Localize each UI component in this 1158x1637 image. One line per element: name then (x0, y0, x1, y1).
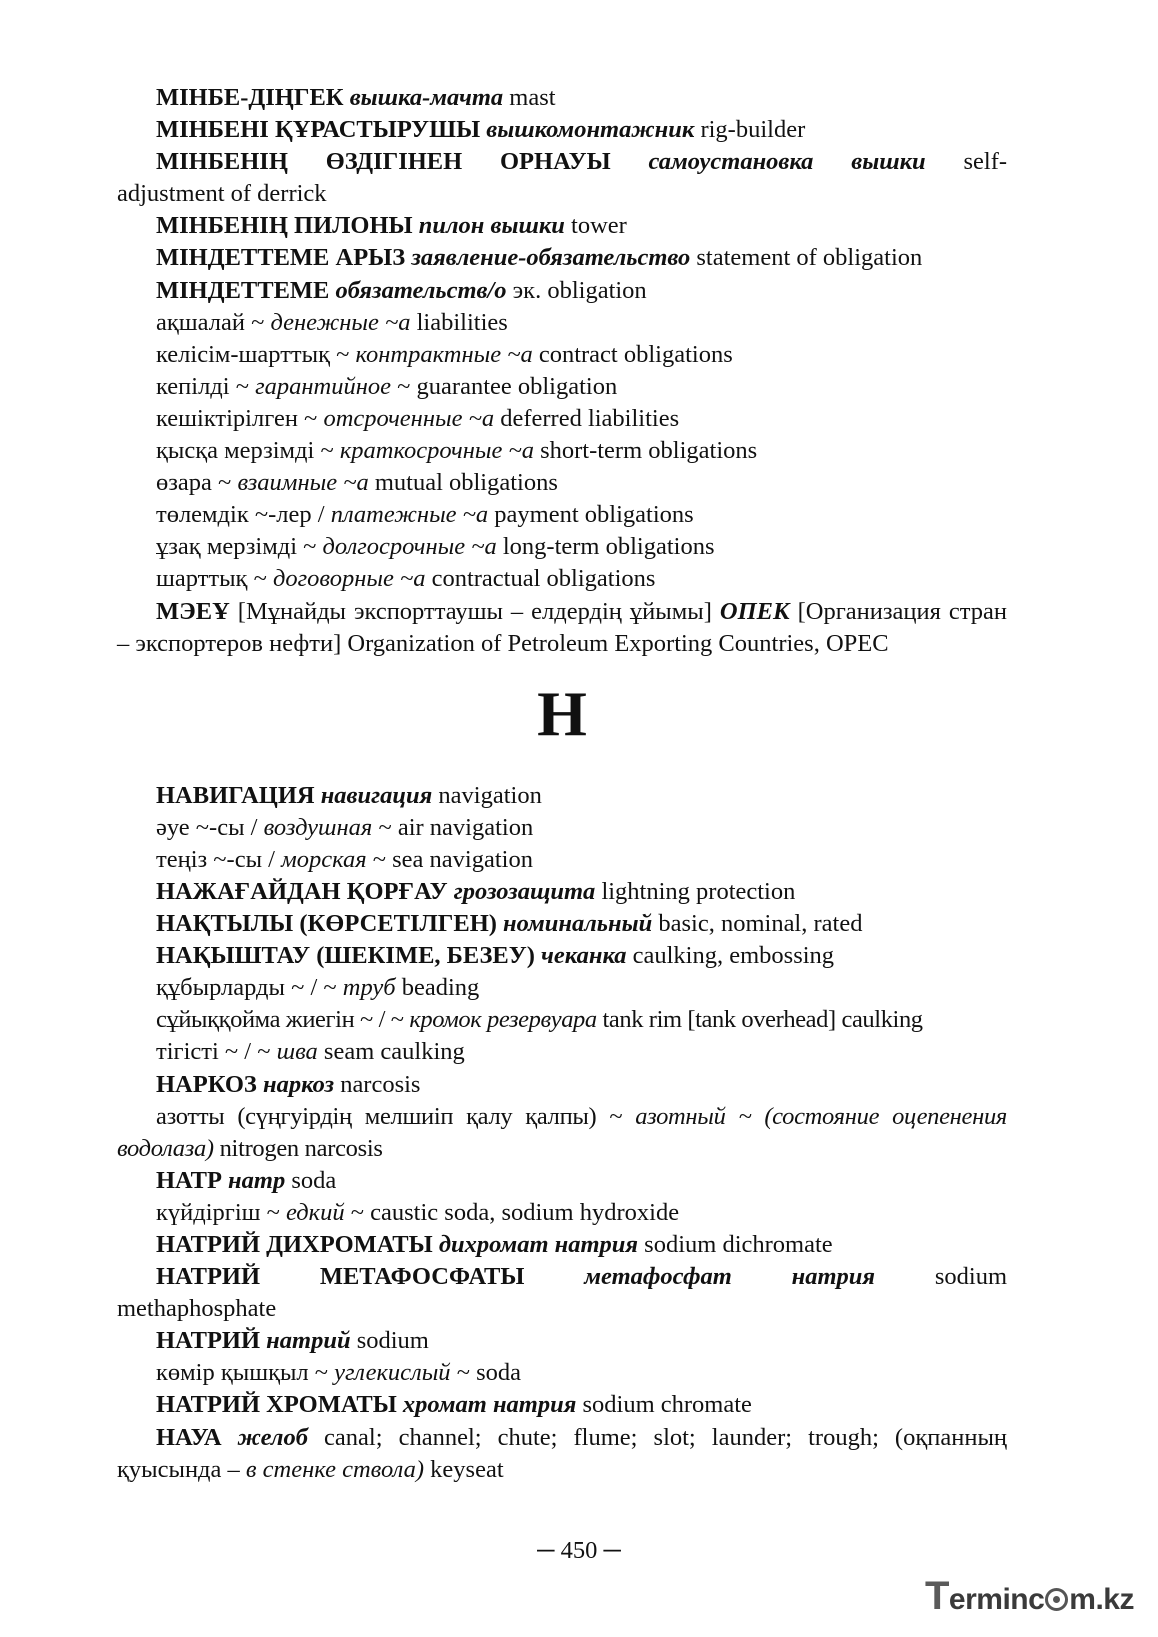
subentry: сұйыққойма жиегін ~ / ~ кромок резервуара tank rim [tank overhead] caulking (156, 1006, 923, 1034)
subentry: кепілді ~ гарантийное ~ guarantee obligation (156, 372, 618, 400)
subentry: теңіз ~-сы / морская ~ sea navigation (156, 845, 533, 873)
entry: МЭЕҰ [Мұнайды экспорттаушы – елдердің ұйымы] ОПЕК [Организация стран – экспортеров нефти] Organization of Petroleum Exporting Countries, OPEC (117, 597, 1008, 657)
entry: НАҚЫШТАУ (ШЕКІМЕ, БЕЗЕУ) чеканка caulking, embossing (156, 942, 835, 970)
entries-bottom (117, 780, 1007, 1486)
section-letter: Н (537, 677, 587, 749)
entry: НАРКОЗ наркоз narcosis (156, 1070, 421, 1098)
subentry: шарттық ~ договорные ~а contractual obligations (156, 565, 656, 593)
entry: НАТРИЙ натрий sodium (156, 1327, 429, 1355)
subentry: төлемдік ~-лер / платежные ~а payment obligations (156, 501, 694, 529)
subentry: әуе ~-сы / воздушная ~ air navigation (156, 813, 534, 841)
entry: НАТРИЙ ДИХРОМАТЫ дихромат натрия sodium dichromate (156, 1231, 833, 1258)
entry: МІНБЕНІ ҚҰРАСТЫРУШЫ вышкомонтажник rig-builder (156, 116, 806, 144)
entry: МІНДЕТТЕМЕ обязательств/о эк. obligation (156, 276, 647, 304)
entry: МІНБЕНІҢ ӨЗДІГІНЕН ОРНАУЫ самоустановка вышки self-adjustment of derrick (117, 148, 1008, 208)
terminco-logo: Terminc m.kz (924, 1574, 1134, 1618)
subentry: қысқа мерзімді ~ краткосрочные ~а short-term obligations (156, 437, 758, 465)
subentry: тігісті ~ / ~ шва seam caulking (156, 1038, 465, 1066)
subentry: келісім-шарттық ~ контрактные ~а contract obligations (156, 340, 733, 368)
subentry: кешіктірілген ~ отсроченные ~а deferred liabilities (156, 404, 680, 432)
entry: НАУА желоб canal; channel; chute; flume; slot; launder; trough; (оқпанның қуысында – в стенке ствола) keyseat (117, 1423, 1008, 1483)
entries-top (117, 82, 1007, 660)
page-number: ─ 450 ─ (537, 1537, 621, 1564)
subentry: ақшалай ~ денежные ~а liabilities (156, 308, 508, 336)
entry: НАҚТЫЛЫ (КӨРСЕТІЛГЕН) номинальный basic, nominal, rated (156, 910, 863, 938)
entry: НАТР натр soda (156, 1166, 337, 1194)
entry: НАТРИЙ ХРОМАТЫ хромат натрия sodium chromate (156, 1391, 752, 1419)
dictionary-page (117, 82, 1007, 1486)
entry: НАЖАҒАЙДАН ҚОРҒАУ грозозащита lightning protection (156, 877, 796, 905)
entry: МІНДЕТТЕМЕ АРЫЗ заявление-обязательство statement of obligation (156, 244, 923, 272)
entry: МІНБЕ-ДІҢГЕК вышка-мачта mast (156, 84, 556, 111)
subentry: құбырларды ~ / ~ труб beading (156, 974, 480, 1002)
logo-o-icon (1045, 1588, 1068, 1611)
subentry: ұзақ мерзімді ~ долгосрочные ~а long-term obligations (156, 533, 715, 561)
entry: НАТРИЙ МЕТАФОСФАТЫ метафосфат натрия sodium methaphosphate (117, 1263, 1008, 1323)
subentry: күйдіргіш ~ едкий ~ caustic soda, sodium hydroxide (156, 1198, 680, 1226)
entry: НАВИГАЦИЯ навигация navigation (156, 781, 542, 809)
subentry: көмір қышқыл ~ углекислый ~ soda (156, 1359, 521, 1387)
subentry: азотты (сүңгуірдің мелшиіп қалу қалпы) ~ азотный ~ (состояние оцепенения водолаза) nitrogen narcosis (117, 1102, 1007, 1162)
subentry: өзара ~ взаимные ~а mutual obligations (156, 469, 558, 497)
entry: МІНБЕНІҢ ПИЛОНЫ пилон вышки tower (156, 212, 627, 240)
